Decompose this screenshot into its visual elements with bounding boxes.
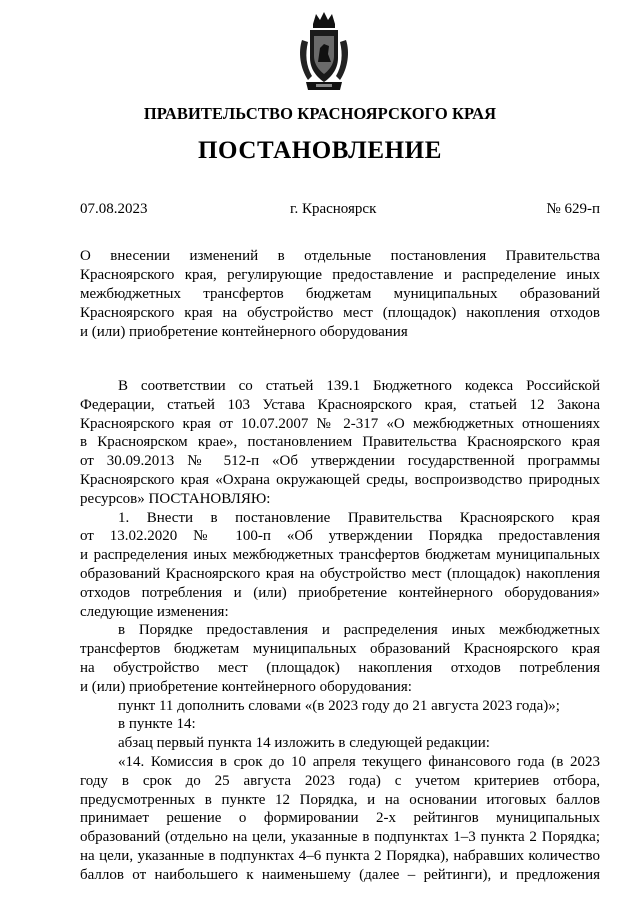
body-line: пункт 11 дополнить словами «(в 2023 году до 21 августа 2023 года)»; <box>118 697 560 714</box>
body-line: образований Красноярского края на обустройство мест (площадок) накопления <box>80 565 600 582</box>
body-line: абзац первый пункта 14 изложить в следующей редакции: <box>118 735 490 752</box>
document-type-title: ПОСТАНОВЛЕНИЕ <box>197 137 443 164</box>
subject-line: и (или) приобретение контейнерного оборудования <box>80 324 408 340</box>
krasnoyarsk-coat-of-arms-icon <box>296 10 352 92</box>
subject-line: Красноярского края на обустройство мест (площадок) накопления отходов <box>80 305 600 321</box>
body-line: на обустройство мест (площадок) накопления отходов потребления <box>80 659 600 676</box>
body-line: ресурсов» ПОСТАНОВЛЯЮ: <box>80 490 271 507</box>
body-line: и (или) приобретение контейнерного оборудования: <box>80 678 412 695</box>
subject-line: межбюджетных трансфертов бюджетам муниципальных образований <box>80 286 600 302</box>
body-line: «14. Комиссия в срок до 10 апреля текущего финансового года (в 2023 <box>118 753 600 770</box>
document-date: 07.08.2023 <box>80 201 148 217</box>
body-line: от 30.09.2013 № 512-п «Об утверждении государственной программы <box>80 453 600 470</box>
body-line: году в срок до 25 августа 2023 года) с учетом критериев отбора, <box>80 772 600 789</box>
body-line: отходов потребления и (или) приобретение контейнерного оборудования» <box>80 584 600 601</box>
body-line: в пункте 14: <box>118 716 196 733</box>
document-number: № 629-п <box>546 201 600 217</box>
document-body <box>80 377 600 885</box>
body-line: на цели, указанные в подпунктах 4–6 пункта 2 Порядка), набравших количество <box>80 847 600 864</box>
organization-name: ПРАВИТЕЛЬСТВО КРАСНОЯРСКОГО КРАЯ <box>143 104 497 123</box>
body-line: принимает решение о формировании 2-х рейтингов муниципальных <box>80 810 600 827</box>
document-city: г. Красноярск <box>290 201 377 217</box>
document-meta-row <box>80 201 600 221</box>
body-line: в Порядке предоставления и распределения иных межбюджетных <box>118 622 600 639</box>
body-line: трансфертов бюджетам муниципальных образований Красноярского края <box>80 641 600 658</box>
body-line: и распределения иных межбюджетных трансфертов бюджетам муниципальных <box>80 547 600 564</box>
body-line: В соответствии со статьей 139.1 Бюджетного кодекса Российской <box>118 378 600 394</box>
body-line: 1. Внести в постановление Правительства Красноярского края <box>118 509 600 526</box>
body-line: Федерации, статьей 103 Устава Красноярского края, статьей 12 Закона <box>80 396 600 413</box>
body-line: от 13.02.2020 № 100-п «Об утверждении Порядка предоставления <box>80 528 600 545</box>
subject-line: Красноярского края, регулирующие предоставление и распределение иных <box>80 267 600 283</box>
document-subject <box>80 247 600 342</box>
body-line: образований (отдельно на цели, указанные в подпунктах 1–3 пункта 2 Порядка; <box>80 829 600 846</box>
body-line: предусмотренных в пункте 12 Порядка, и на основании итоговых баллов <box>80 791 600 808</box>
subject-line: О внесении изменений в отдельные постановления Правительства <box>80 248 600 264</box>
body-line: в Красноярском крае», постановлением Правительства Красноярского края <box>80 434 600 451</box>
body-line: следующие изменения: <box>80 603 229 620</box>
body-line: баллов от наибольшего к наименьшему (далее – рейтинги), и предложения <box>80 866 600 883</box>
body-line: Красноярского края «Охрана окружающей среды, воспроизводство природных <box>80 471 600 488</box>
body-line: Красноярского края от 10.07.2007 № 2-317 «О межбюджетных отношениях <box>80 415 600 432</box>
